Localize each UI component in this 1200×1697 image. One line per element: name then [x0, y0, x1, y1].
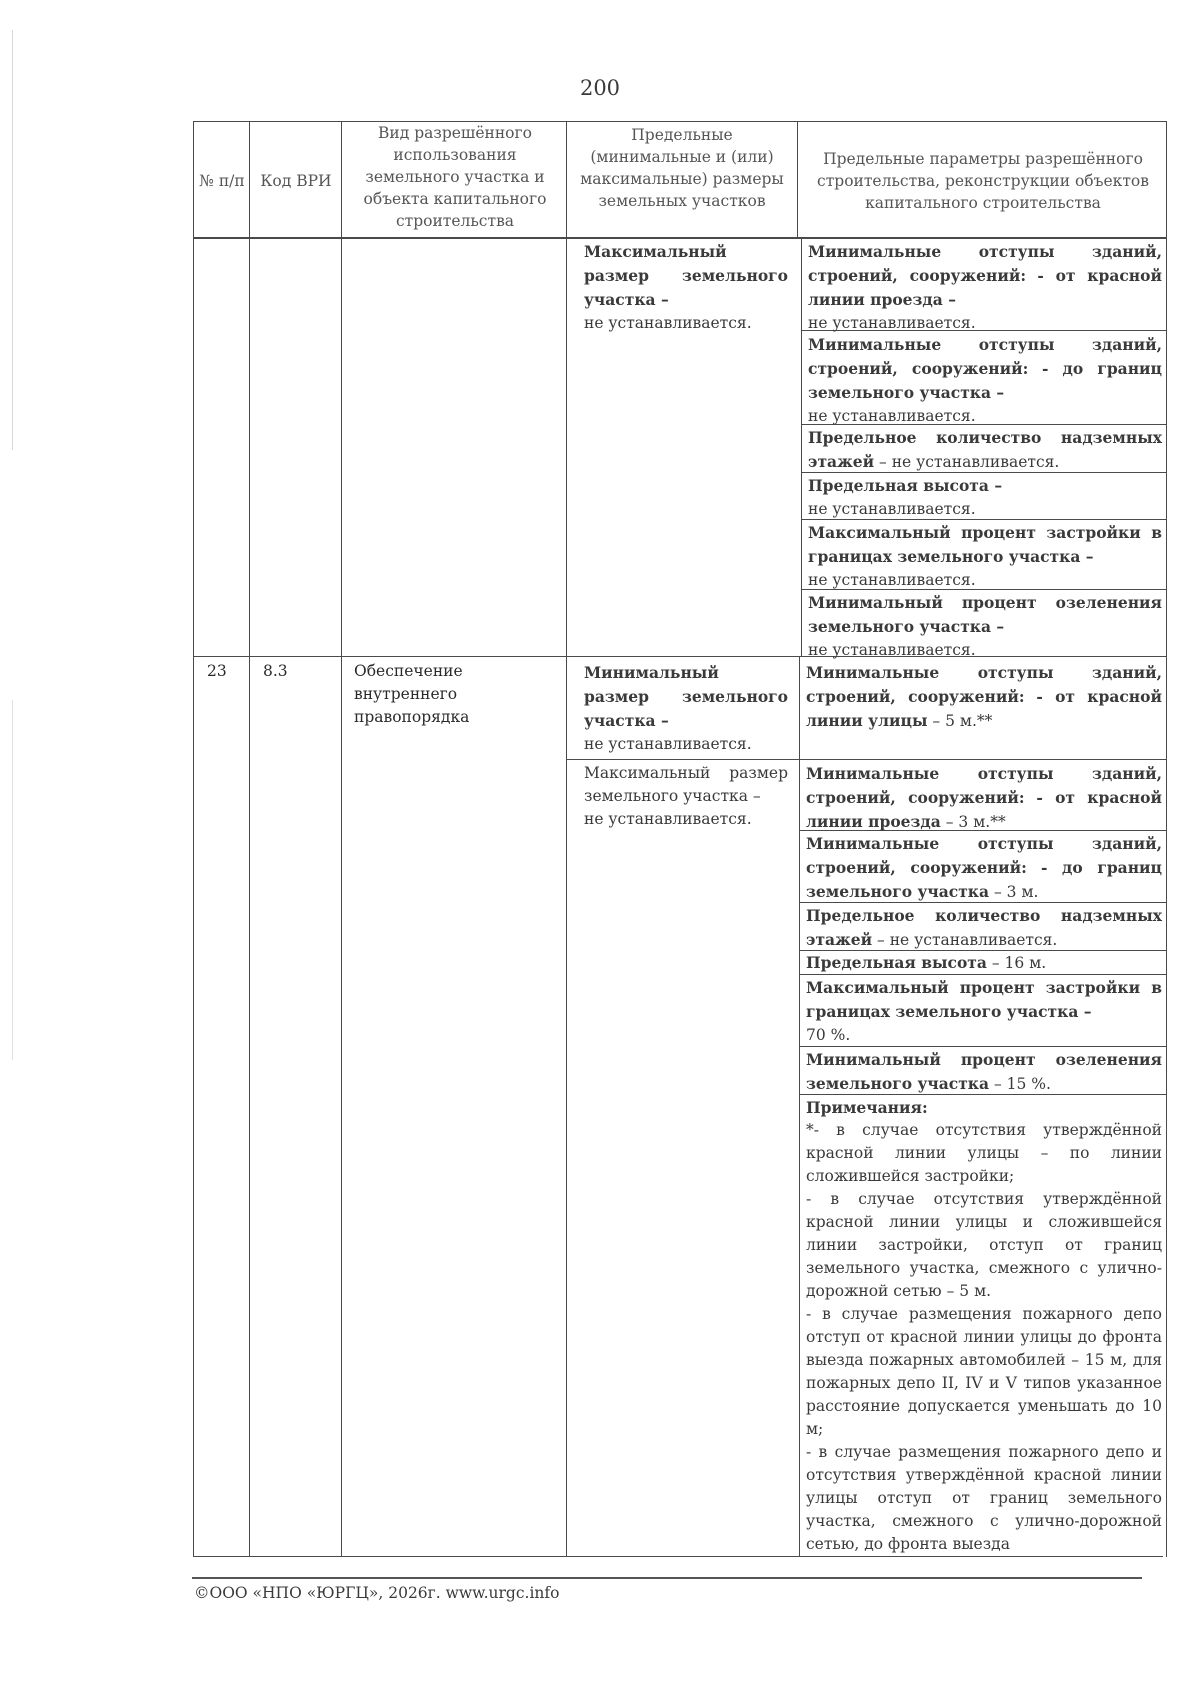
param-cell — [808, 474, 1162, 521]
param-label: Максимальный процент застройки в границах земельного участка – — [808, 523, 1162, 566]
param-cell — [806, 951, 1162, 975]
param-detail: - от красной линии улицы — [806, 687, 1162, 730]
param-label: Предельная высота – — [808, 476, 1003, 495]
min-size-value: не устанавливается. — [584, 735, 752, 753]
header-code: Код ВРИ — [260, 171, 332, 190]
note-item: *- в случае отсутствия утверждённой красной линии улицы – по линии сложившейся застройки; — [806, 1121, 1162, 1185]
param-label: Минимальные отступы зданий, строений, сооружений: — [806, 834, 1162, 877]
header-land-size: Предельные (минимальные и (или) максимальные) размеры земельных участков — [580, 126, 784, 210]
param-cell — [806, 661, 1162, 733]
footer-rule — [192, 1577, 1142, 1579]
note-item: - в случае отсутствия утверждённой красной линии улицы и сложившейся линии застройки, отступ от границ земельного участка, смежного с улично-дорожной сетью – 5 м. — [806, 1190, 1162, 1300]
col-border — [797, 121, 798, 238]
min-size-label: Минимальный размер земельного участка – — [584, 663, 788, 730]
max-size-label: Максимальный размер земельного участка – — [584, 764, 788, 805]
param-label: Предельная высота — [806, 953, 987, 972]
param-label: Минимальные отступы зданий, строений, сооружений: — [806, 663, 1162, 706]
row-code: 8.3 — [263, 662, 288, 680]
col-border — [1166, 121, 1167, 1557]
param-cell — [808, 240, 1162, 335]
param-label: Минимальный процент озеленения земельного участка – — [808, 593, 1162, 636]
max-size-value: не устанавливается. — [584, 810, 752, 828]
param-value: – не устанавливается. — [874, 453, 1060, 471]
header-use-type: Вид разрешённого использования земельного участка и объекта капитального строительства — [363, 124, 547, 230]
param-value: не устанавливается. — [808, 641, 976, 659]
scan-edge-mark — [12, 700, 13, 1060]
param-value: не устанавливается. — [808, 571, 976, 589]
param-cell — [806, 832, 1162, 904]
param-label: Минимальный процент озеленения земельного участка — [806, 1050, 1162, 1093]
param-cell — [806, 904, 1162, 952]
param-value: – 5 м.** — [927, 712, 993, 730]
note-item: - в случае размещения пожарного депо отступ от красной линии улицы до фронта выезда пожарных автомобилей – 15 м, для пожарных депо II, IV и V типов указанное расстояние допускается уменьшать до 10 м; — [806, 1305, 1162, 1438]
param-value: не устанавливается. — [808, 407, 976, 425]
max-size-cell — [584, 240, 788, 335]
row-use-name: Обеспечение внутреннего правопорядка — [354, 662, 470, 726]
col-border — [249, 121, 250, 1557]
max-size-value: не устанавливается. — [584, 314, 752, 332]
notes-cell — [806, 1096, 1162, 1556]
param-value: – не устанавливается. — [872, 931, 1058, 949]
header-parameters: Предельные параметры разрешённого строительства, реконструкции объектов капитального строительства — [817, 149, 1149, 212]
param-value: – 3 м.** — [940, 813, 1006, 831]
param-cell — [806, 762, 1162, 834]
param-label: Предельное количество надземных этажей — [808, 428, 1162, 471]
cell-divider — [566, 759, 1167, 760]
param-cell — [808, 333, 1162, 428]
param-value: не устанавливается. — [808, 314, 976, 332]
param-label: Максимальный процент застройки в границах земельного участка – — [806, 978, 1162, 1021]
param-label: Предельное количество надземных этажей — [806, 906, 1162, 949]
param-label: Минимальные отступы зданий, строений, сооружений: — [808, 335, 1162, 378]
col-border — [193, 121, 194, 1557]
page-number: 200 — [579, 76, 621, 100]
col-border — [341, 121, 342, 1557]
footer-copyright: ©ООО «НПО «ЮРГЦ», 2026г. www.urgc.info — [194, 1584, 560, 1602]
param-detail: - до границ земельного участка – — [808, 359, 1162, 402]
param-cell — [808, 521, 1162, 592]
param-detail: - от красной линии проезда — [806, 788, 1162, 831]
col-border — [566, 121, 567, 1557]
max-size-cell — [584, 762, 788, 831]
param-value: – 15 %. — [989, 1075, 1051, 1093]
param-cell — [808, 426, 1162, 474]
note-item: - в случае размещения пожарного депо и отсутствия утверждённой красной линии улицы отступ от границ земельного участка, смежного с улично-дорожной сетью, до фронта выезда — [806, 1443, 1162, 1553]
table-header-bottom — [193, 237, 1167, 239]
notes-title: Примечания: — [806, 1098, 928, 1117]
param-value: не устанавливается. — [808, 500, 976, 518]
param-value: – 16 м. — [986, 954, 1047, 972]
param-value: 70 %. — [806, 1026, 851, 1044]
param-detail: - от красной линии проезда – — [808, 266, 1162, 309]
header-number: № п/п — [199, 171, 245, 190]
row-number: 23 — [207, 662, 227, 680]
param-cell — [806, 976, 1162, 1047]
table-border-top — [193, 121, 1167, 122]
param-label: Минимальные отступы зданий, строений, сооружений: — [806, 764, 1162, 807]
param-cell — [806, 1048, 1162, 1096]
col-border — [799, 657, 800, 1557]
param-detail: - до границ земельного участка — [806, 858, 1162, 901]
table-border-bottom — [193, 1556, 1163, 1557]
param-label: Минимальные отступы зданий, строений, сооружений: — [808, 242, 1162, 285]
param-cell — [808, 591, 1162, 662]
col-border — [801, 239, 802, 656]
max-size-label: Максимальный размер земельного участка – — [584, 242, 788, 309]
param-value: – 3 м. — [989, 883, 1039, 901]
min-size-cell — [584, 661, 788, 756]
